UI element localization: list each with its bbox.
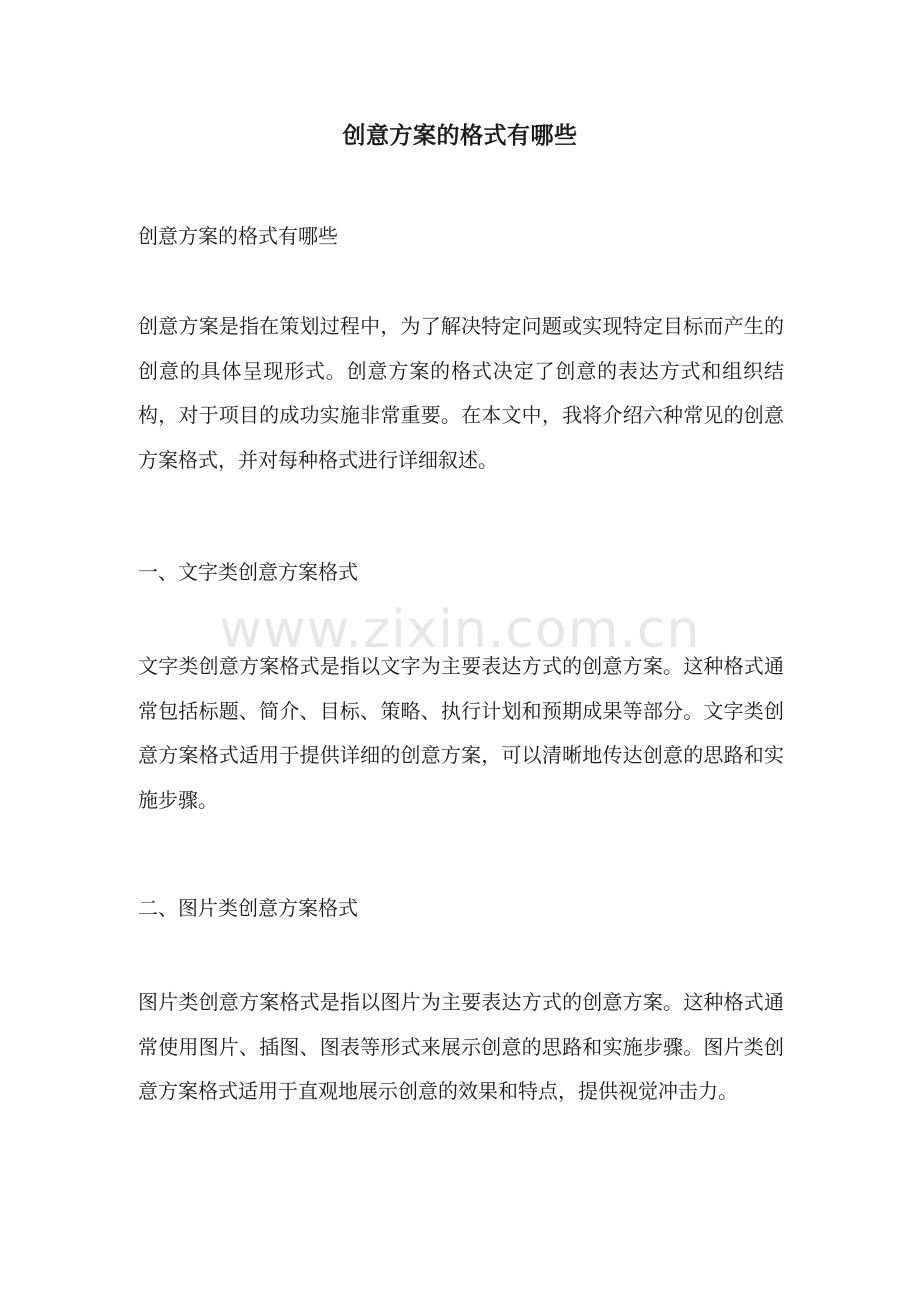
section-heading-text: 一、文字类创意方案格式	[138, 560, 358, 584]
document-subtitle: 创意方案的格式有哪些	[138, 224, 338, 248]
section-body-text: 文字类创意方案格式是指以文字为主要表达方式的创意方案。这种格式通常包括标题、简介、目标、策略、执行计划和预期成果等部分。文字类创意方案格式适用于提供详细的创意方案，可以清晰地传达创意的思路和实施步骤。	[138, 654, 784, 812]
document-title: 创意方案的格式有哪些	[342, 122, 578, 149]
intro-paragraph: 创意方案是指在策划过程中，为了解决特定问题或实现特定目标而产生的创意的具体呈现形式。创意方案的格式决定了创意的表达方式和组织结构，对于项目的成功实施非常重要。在本文中，我将介绍六种常见的创意方案格式，并对每种格式进行详细叙述。	[138, 314, 784, 472]
section-body-image: 图片类创意方案格式是指以图片为主要表达方式的创意方案。这种格式通常使用图片、插图、图表等形式来展示创意的思路和实施步骤。图片类创意方案格式适用于直观地展示创意的效果和特点，提供视觉冲击力。	[138, 990, 784, 1103]
section-heading-image: 二、图片类创意方案格式	[138, 896, 358, 920]
watermark: www.zixin.com.cn	[219, 600, 701, 660]
